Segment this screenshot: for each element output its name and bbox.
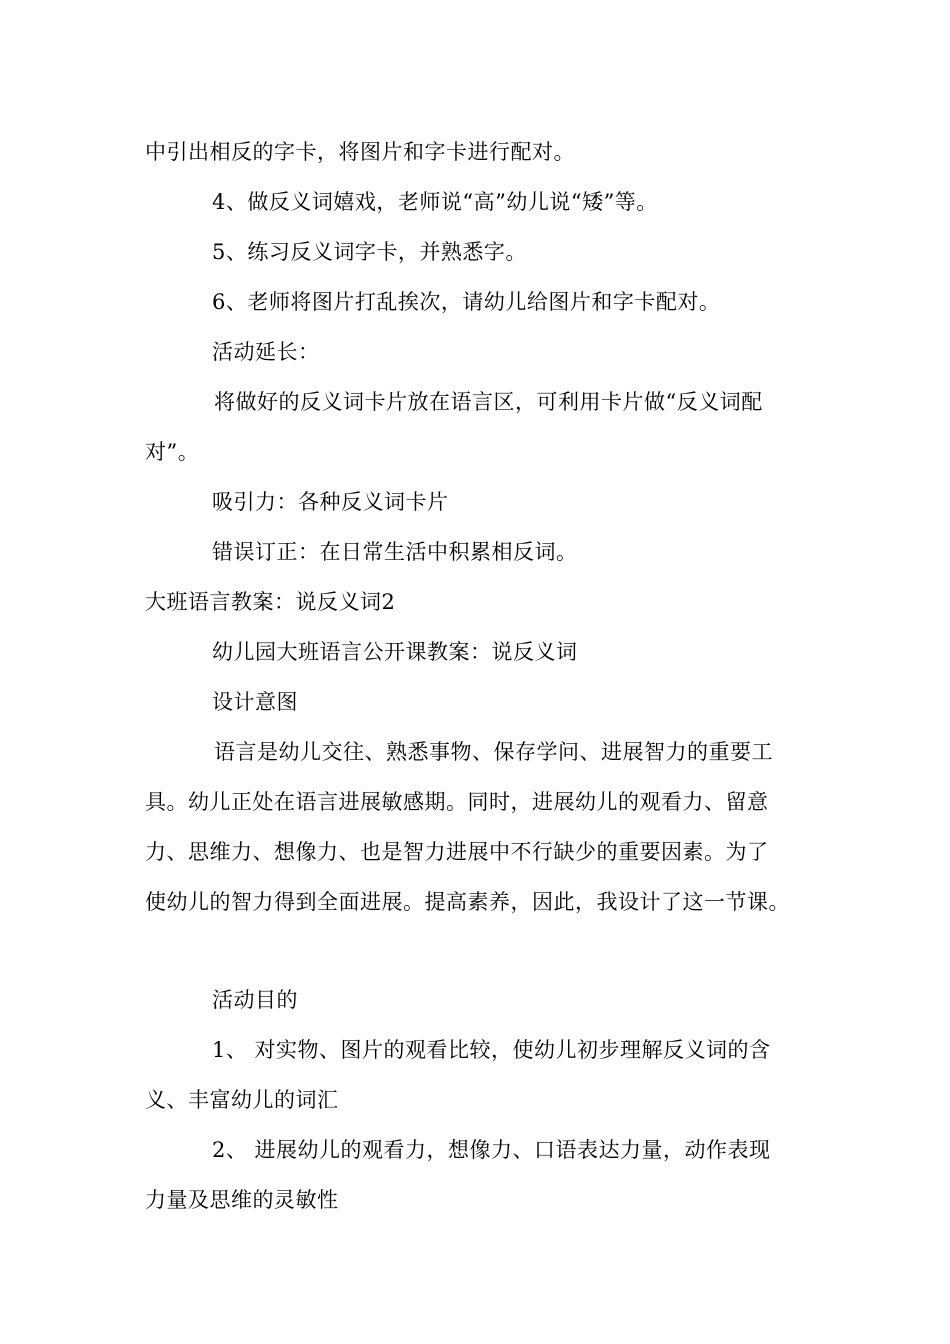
text-line: 义、丰富幼儿的词汇 — [145, 1088, 339, 1112]
section-heading: 活动延长： — [212, 340, 320, 364]
text-line: 力、思维力、想像力、也是智力进展中不行缺少的重要因素。为了 — [145, 840, 769, 864]
text-line: 使幼儿的智力得到全面进展。提高素养，因此，我设计了这一节课。 — [145, 890, 790, 914]
text-line: 语言是幼儿交往、熟悉事物、保存学问、进展智力的重要工 — [214, 740, 773, 764]
text-line: 力量及思维的灵敏性 — [145, 1188, 339, 1212]
document-title: 大班语言教案：说反义词2 — [145, 590, 396, 614]
text-line: 幼儿园大班语言公开课教案：说反义词 — [212, 640, 578, 664]
text-line: 将做好的反义词卡片放在语言区，可利用卡片做“反义词配 — [214, 390, 763, 414]
text-line: 错误订正：在日常生活中积累相反词。 — [212, 540, 578, 564]
list-item: 1、 对实物、图片的观看比较，使幼儿初步理解反义词的含 — [212, 1038, 771, 1062]
section-heading: 活动目的 — [212, 988, 298, 1012]
text-line: 6、老师将图片打乱挨次，请幼儿给图片和字卡配对。 — [212, 290, 721, 314]
text-line: 中引出相反的字卡，将图片和字卡进行配对。 — [145, 140, 575, 164]
text-line: 4、做反义词嬉戏，老师说“高”幼儿说“矮”等。 — [212, 190, 658, 214]
text-line: 吸引力：各种反义词卡片 — [212, 490, 449, 514]
text-line: 对”。 — [145, 440, 200, 464]
text-line: 5、练习反义词字卡，并熟悉字。 — [212, 240, 527, 264]
list-item: 2、 进展幼儿的观看力，想像力、口语表达力量，动作表现 — [212, 1138, 771, 1162]
text-line: 具。幼儿正处在语言进展敏感期。同时，进展幼儿的观看力、留意 — [145, 790, 769, 814]
section-heading: 设计意图 — [212, 690, 298, 714]
